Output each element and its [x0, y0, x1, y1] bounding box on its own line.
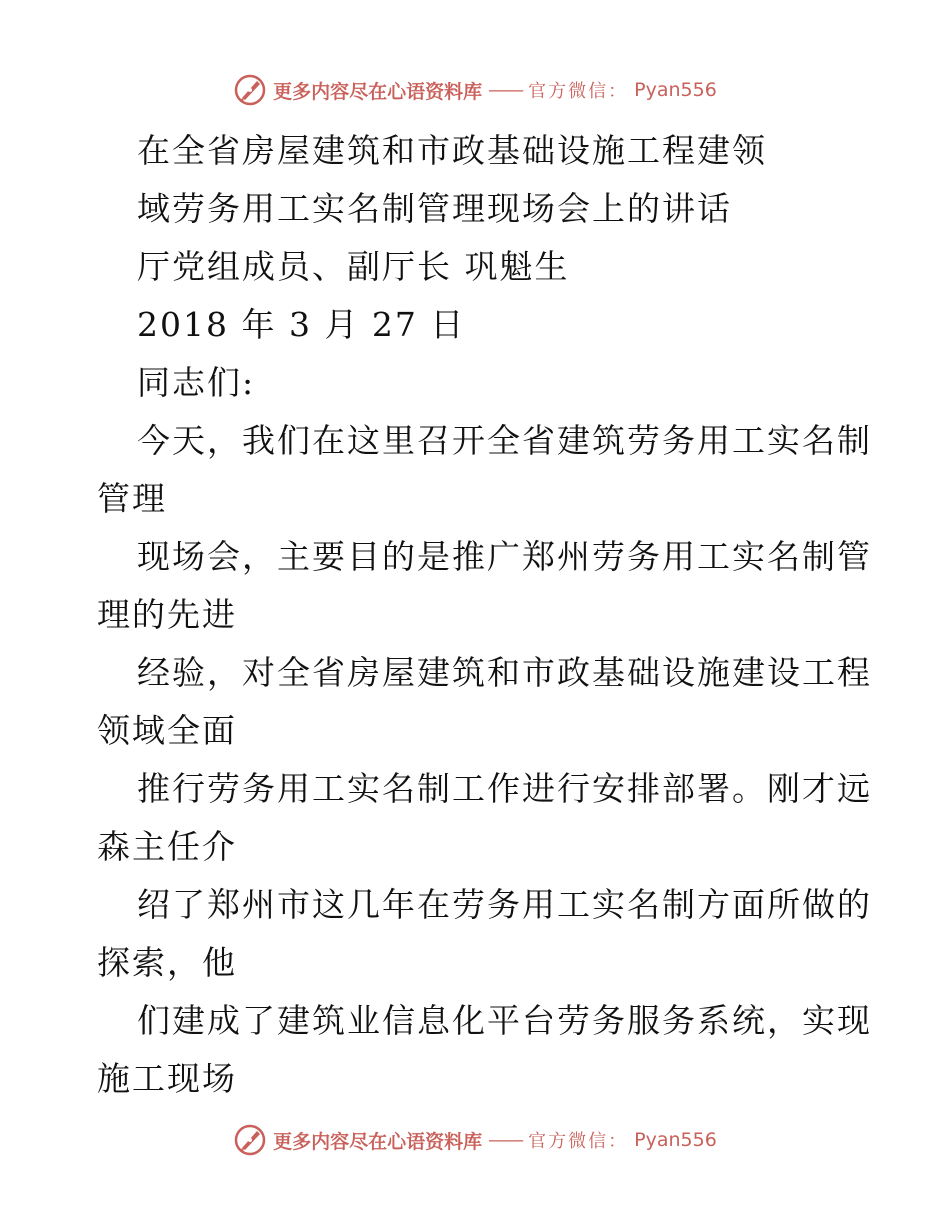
watermark-wechat-id: Pyan556	[634, 1129, 717, 1151]
paragraph-line: 森主任介	[97, 827, 237, 866]
paragraph-line: 管理	[97, 479, 167, 518]
paragraph-lines	[97, 412, 872, 1108]
paragraph-line: 们建成了建筑业信息化平台劳务服务系统，实现	[137, 1001, 872, 1040]
watermark-main-text: 更多内容尽在心语资料库	[273, 1130, 483, 1153]
paragraph-line: 探索，他	[97, 943, 237, 982]
document-date: 2018 年 3 月 27 日	[137, 305, 466, 344]
footer-watermark	[0, 1120, 950, 1160]
document-speaker: 厅党组成员、副厅长 巩魁生	[137, 247, 570, 286]
paragraph-line: 施工现场	[97, 1059, 237, 1098]
document-title-line-2: 域劳务用工实名制管理现场会上的讲话	[137, 189, 732, 228]
paragraph-line: 今天，我们在这里召开全省建筑劳务用工实名制	[137, 421, 872, 460]
document-title-line-1: 在全省房屋建筑和市政基础设施工程建领	[137, 131, 767, 170]
header-watermark	[0, 70, 950, 110]
paragraph-line: 经验，对全省房屋建筑和市政基础设施建设工程	[137, 653, 872, 692]
watermark-official-label: 官方微信：	[528, 1131, 629, 1152]
watermark-wechat-id: Pyan556	[634, 79, 717, 101]
paragraph-line: 理的先进	[97, 595, 237, 634]
document-salutation: 同志们:	[137, 363, 256, 402]
quill-pen-logo-icon	[233, 1123, 267, 1157]
paragraph-line: 现场会，主要目的是推广郑州劳务用工实名制管	[137, 537, 872, 576]
quill-pen-logo-icon	[233, 73, 267, 107]
watermark-main-text: 更多内容尽在心语资料库	[273, 80, 483, 103]
watermark-dash: ——	[488, 79, 523, 101]
watermark-dash: ——	[488, 1129, 523, 1151]
watermark-official-label: 官方微信：	[528, 81, 629, 102]
paragraph-line: 推行劳务用工实名制工作进行安排部署。刚才远	[137, 769, 872, 808]
document-body	[97, 122, 872, 1108]
paragraph-line: 绍了郑州市这几年在劳务用工实名制方面所做的	[137, 885, 872, 924]
paragraph-line: 领域全面	[97, 711, 237, 750]
